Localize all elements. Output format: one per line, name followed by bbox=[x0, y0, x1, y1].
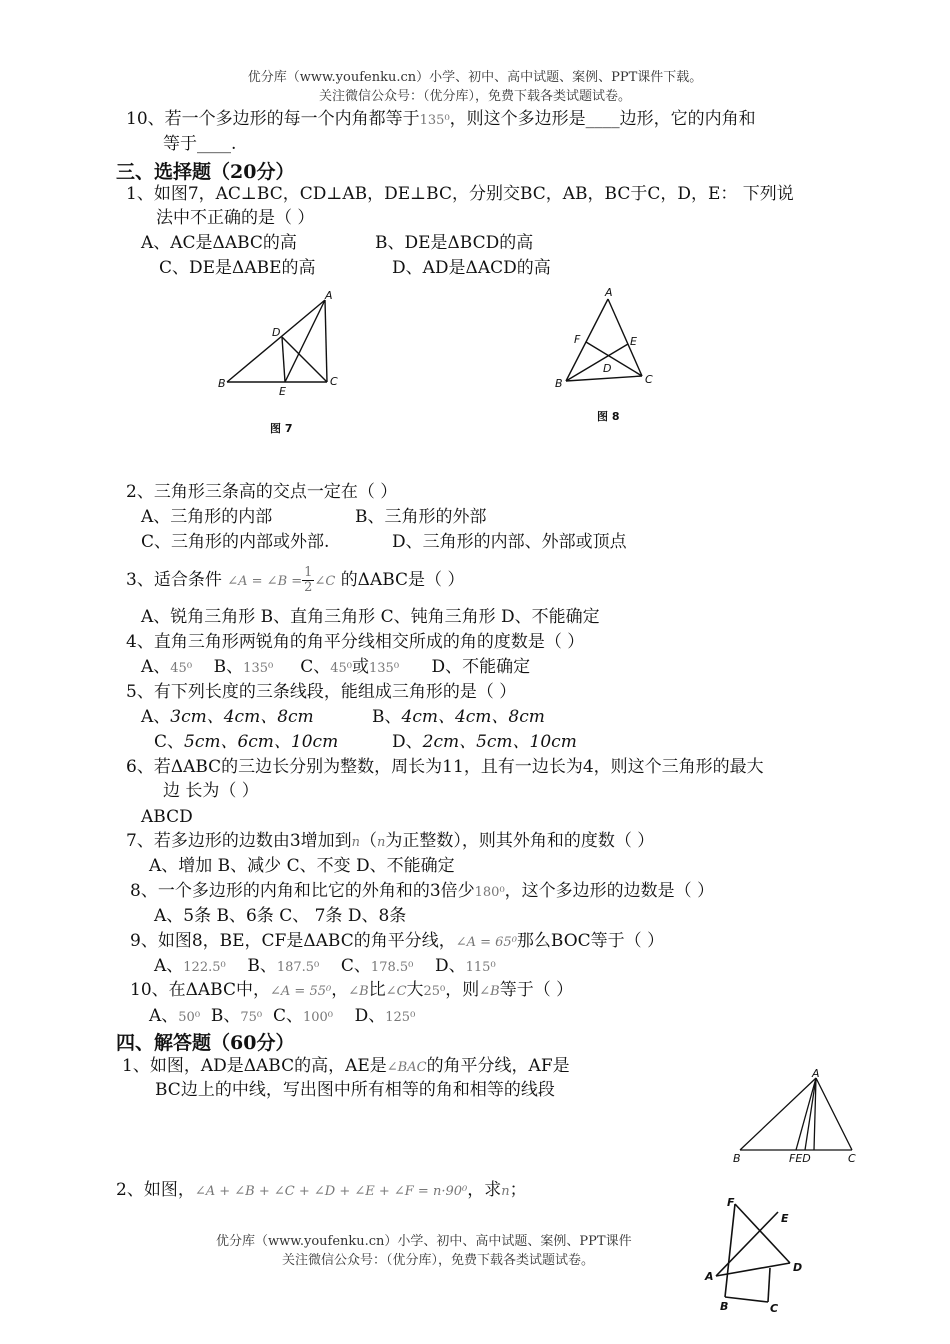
s3-q2-optB: B、三角形的外部 bbox=[355, 507, 487, 527]
s4-q2-line1 bbox=[116, 1179, 527, 1203]
fig8-label-a: A bbox=[605, 286, 613, 299]
s3-q5-optC-label: C、 bbox=[154, 732, 185, 752]
s3-q5-optB-label: B、 bbox=[372, 707, 402, 727]
s3-q3-options: A、锐角三角形 B、直角三角形 C、钝角三角形 D、不能确定 bbox=[141, 607, 600, 627]
s3-q7-text: 7、若多边形的边数由3增加到 bbox=[126, 831, 352, 851]
s3-q4-optB-label: B、 bbox=[213, 657, 244, 677]
s3-q10-optA-label: A、 bbox=[149, 1006, 179, 1026]
fill-q10-text-2: ，则这个多边形是____边形，它的内角和 bbox=[449, 109, 756, 129]
s3-q7-options: A、增加 B、减少 C、不变 D、不能确定 bbox=[149, 856, 455, 876]
fig-s4q1-label-fed: FED bbox=[789, 1152, 811, 1165]
s3-q10-optC-val: 100⁰ bbox=[302, 1010, 333, 1025]
s4-q2-text: 2、如图， bbox=[116, 1180, 195, 1200]
s4-q2-n: n bbox=[501, 1184, 510, 1199]
s3-q8-post: ，这个多边形的边数是（ ） bbox=[504, 881, 715, 901]
fig8-label-b: B bbox=[555, 377, 563, 390]
fig7-label-c: C bbox=[330, 375, 338, 388]
fig8-label-d: D bbox=[603, 362, 612, 375]
s3-q3-frac-num: 1 bbox=[304, 565, 313, 580]
fig-s4q2-fb bbox=[725, 1204, 735, 1297]
figure-7 bbox=[215, 285, 345, 405]
s3-q5-optD-label: D、 bbox=[392, 732, 423, 752]
fig-s4q2-label-b: B bbox=[720, 1300, 729, 1313]
fig7-side-ac bbox=[325, 300, 327, 382]
s3-q5-optA bbox=[141, 706, 314, 728]
s3-q9-text: 9、如图8，BE，CF是ΔABC的角平分线， bbox=[130, 931, 456, 951]
s3-q10-angC: ∠C bbox=[385, 984, 407, 999]
header-line-2: 关注微信公众号：（优分库），免费下载各类试题试卷。 bbox=[318, 89, 631, 104]
s3-q1-line1: 1、如图7，AC⊥BC，CD⊥AB，DE⊥BC，分别交BC，AB，BC于C，D，E： 下列说 bbox=[126, 184, 794, 204]
s3-q10-bi: 比 bbox=[368, 980, 386, 1000]
s4-q1-line2: BC边上的中线，写出图中所有相等的角和相等的线段 bbox=[155, 1080, 555, 1100]
header-line-1: 优分库（www.youfenku.cn）小学、初中、高中试题、案例、PPT课件下载。 bbox=[247, 70, 703, 85]
s3-q10-angle25: 25⁰ bbox=[423, 984, 446, 999]
s3-q10-optA-val: 50⁰ bbox=[178, 1010, 201, 1025]
s3-q3-post: 的ΔABC是（ ） bbox=[340, 570, 465, 590]
s3-q9-post: 那么BOC等于（ ） bbox=[516, 931, 665, 951]
s3-q5-optD bbox=[392, 731, 577, 753]
fig-s4q2-label-a: A bbox=[705, 1270, 714, 1283]
fig-s4q2-label-e: E bbox=[781, 1212, 789, 1225]
s3-q3-fraction bbox=[302, 566, 314, 595]
footer-line-1: 优分库（www.youfenku.cn）小学、初中、高中试题、案例、PPT课件 bbox=[216, 1234, 632, 1249]
fig8-side-bc bbox=[566, 376, 642, 381]
s3-q4-optC-val1: 45⁰ bbox=[330, 661, 353, 676]
s3-q10-optD-label: D、 bbox=[354, 1006, 386, 1026]
section-3-title: 三、选择题（20分） bbox=[116, 161, 295, 183]
s3-q2-optC: C、三角形的内部或外部. bbox=[141, 532, 330, 552]
s3-q1-optA: A、AC是ΔABC的高 bbox=[141, 233, 297, 253]
s3-q10-cond1: ∠A = 55⁰ bbox=[270, 984, 332, 999]
s3-q7-post: 为正整数），则其外角和的度数（ ） bbox=[385, 831, 655, 851]
figure-7-caption: 图 7 bbox=[270, 422, 293, 435]
figure-8-caption: 图 8 bbox=[597, 410, 620, 423]
s3-q8-line1 bbox=[130, 880, 714, 904]
fig-s4q2-label-f: F bbox=[727, 1196, 735, 1209]
s3-q7-line1 bbox=[126, 830, 654, 854]
figure-8 bbox=[550, 285, 660, 395]
s3-q1-optC: C、DE是ΔABE的高 bbox=[159, 258, 316, 278]
s3-q2-optD: D、三角形的内部、外部或顶点 bbox=[392, 532, 627, 552]
s3-q4-optC-label: C、 bbox=[300, 657, 331, 677]
s3-q3-cond1: ∠A = ∠B = bbox=[227, 574, 303, 589]
fill-q10-line2: 等于____. bbox=[163, 134, 237, 154]
s4-q2-mid: ，求 bbox=[467, 1180, 502, 1200]
s3-q4-optA-label: A、 bbox=[141, 657, 171, 677]
s3-q5-optC bbox=[154, 731, 338, 753]
fig7-label-b: B bbox=[218, 377, 226, 390]
s3-q4-optC-or: 或 bbox=[352, 657, 370, 677]
s3-q9-optA-val: 122.5⁰ bbox=[183, 960, 226, 975]
fig-s4q2-bc bbox=[725, 1297, 768, 1302]
s3-q4-line1: 4、直角三角形两锐角的角平分线相交所成的角的度数是（ ） bbox=[126, 632, 585, 652]
s3-q7-n1: n bbox=[351, 835, 361, 850]
s3-q9-optD-val: 115⁰ bbox=[465, 960, 496, 975]
s3-q8-options: A、5条 B、6条 C、 7条 D、8条 bbox=[154, 906, 407, 926]
s3-q9-optD-label: D、 bbox=[434, 956, 466, 976]
fig-s4q1-label-a: A bbox=[812, 1068, 820, 1080]
fig-s4q1-label-c: C bbox=[848, 1152, 856, 1165]
section-4-title: 四、解答题（60分） bbox=[116, 1032, 295, 1054]
fig7-side-ab bbox=[227, 300, 325, 382]
s3-q10-da: 大 bbox=[406, 980, 424, 1000]
s3-q4-optA-val: 45⁰ bbox=[170, 661, 193, 676]
fig-s4q2-label-c: C bbox=[770, 1302, 779, 1315]
s3-q10-optD-val: 125⁰ bbox=[385, 1010, 416, 1025]
fig7-label-d: D bbox=[272, 326, 281, 339]
s3-q9-optA-label: A、 bbox=[154, 956, 184, 976]
s3-q10-options bbox=[149, 1005, 415, 1029]
s3-q9-options bbox=[154, 955, 496, 979]
s3-q9-optC-label: C、 bbox=[340, 956, 371, 976]
fill-q10-angle: 135⁰ bbox=[419, 113, 450, 128]
s3-q9-optB-val: 187.5⁰ bbox=[276, 960, 320, 975]
s3-q5-optA-val: 3cm、4cm、8cm bbox=[170, 707, 314, 727]
s3-q5-optA-label: A、 bbox=[141, 707, 171, 727]
s3-q3-frac-den: 2 bbox=[304, 580, 313, 595]
s3-q3-cond2: ∠C bbox=[314, 574, 336, 589]
fig7-label-e: E bbox=[279, 385, 286, 398]
s3-q8-text: 8、一个多边形的内角和比它的外角和的3倍少 bbox=[130, 881, 475, 901]
fig-s4q1-ac bbox=[816, 1078, 852, 1150]
s3-q10-optB-label: B、 bbox=[210, 1006, 241, 1026]
fig8-label-c: C bbox=[645, 373, 653, 386]
s3-q10-post: 等于（ ） bbox=[499, 980, 574, 1000]
s3-q3-text: 3、适合条件 bbox=[126, 570, 222, 590]
fig-s4q2-c-up bbox=[768, 1268, 770, 1302]
figure-s4-q2 bbox=[700, 1190, 820, 1320]
fill-q10-line1 bbox=[126, 108, 756, 132]
fig8-label-e: E bbox=[630, 335, 637, 348]
s3-q9-cond: ∠A = 65⁰ bbox=[455, 935, 517, 950]
fig7-ae bbox=[285, 300, 325, 382]
s3-q10-line1 bbox=[130, 979, 573, 1003]
footer-line-2: 关注微信公众号：（优分库），免费下载各类试题试卷。 bbox=[282, 1253, 595, 1268]
s3-q10-comma: ， bbox=[331, 980, 349, 1000]
fig8-label-f: F bbox=[574, 333, 581, 346]
s4-q2-post: ； bbox=[509, 1180, 527, 1200]
s3-q3-line1 bbox=[126, 566, 464, 595]
s3-q1-line2: 法中不正确的是（ ） bbox=[156, 208, 315, 228]
s3-q1-optB: B、DE是ΔBCD的高 bbox=[375, 233, 534, 253]
s3-q10-text: 10、在ΔABC中， bbox=[130, 980, 271, 1000]
s3-q5-optC-val: 5cm、6cm、10cm bbox=[184, 732, 339, 752]
s4-q1-text: 1、如图，AD是ΔABC的高，AE是 bbox=[122, 1056, 387, 1076]
s3-q6-line2: 边 长为（ ） bbox=[163, 781, 259, 801]
s4-q1-line1 bbox=[122, 1055, 570, 1079]
s3-q10-optC-label: C、 bbox=[272, 1006, 303, 1026]
fig7-de bbox=[282, 337, 285, 382]
s4-q1-angle: ∠BAC bbox=[386, 1060, 427, 1075]
s3-q2-optA: A、三角形的内部 bbox=[141, 507, 273, 527]
s3-q5-line1: 5、有下列长度的三条线段，能组成三角形的是（ ） bbox=[126, 682, 517, 702]
s4-q2-expr: ∠A + ∠B + ∠C + ∠D + ∠E + ∠F = n·90⁰ bbox=[194, 1184, 468, 1199]
s3-q2-line1: 2、三角形三条高的交点一定在（ ） bbox=[126, 482, 398, 502]
s3-q5-optB-val: 4cm、4cm、8cm bbox=[401, 707, 545, 727]
s3-q4-optB-val: 135⁰ bbox=[243, 661, 274, 676]
s3-q9-optC-val: 178.5⁰ bbox=[370, 960, 414, 975]
s3-q7-paren: （ bbox=[360, 831, 378, 851]
fig7-label-a: A bbox=[325, 289, 333, 302]
s3-q7-n2: n bbox=[377, 835, 386, 850]
fig-s4q1-ab bbox=[740, 1078, 816, 1150]
s3-q4-options bbox=[141, 656, 530, 680]
s4-q1-post: 的角平分线，AF是 bbox=[426, 1056, 570, 1076]
s3-q5-optB bbox=[372, 706, 545, 728]
s3-q5-optD-val: 2cm、5cm、10cm bbox=[422, 732, 577, 752]
s3-q4-optC-val2: 135⁰ bbox=[369, 661, 400, 676]
s3-q10-optB-val: 75⁰ bbox=[240, 1010, 263, 1025]
s3-q9-optB-label: B、 bbox=[247, 956, 277, 976]
s3-q1-optD: D、AD是ΔACD的高 bbox=[392, 258, 551, 278]
s3-q10-ze: ，则 bbox=[445, 980, 480, 1000]
s3-q9-line1 bbox=[130, 930, 664, 954]
fig-s4q1-label-b: B bbox=[733, 1152, 741, 1165]
s3-q4-optD: D、不能确定 bbox=[431, 657, 531, 677]
s3-q6-line1: 6、若ΔABC的三边长分别为整数，周长为11，且有一边长为4，则这个三角形的最大 bbox=[126, 757, 764, 777]
fig-s4q2-label-d: D bbox=[793, 1261, 803, 1274]
s3-q8-angle: 180⁰ bbox=[474, 885, 505, 900]
figure-s4-q1 bbox=[728, 1068, 858, 1168]
fill-q10-text: 10、若一个多边形的每一个内角都等于 bbox=[126, 109, 420, 129]
s3-q6-line3: ABCD bbox=[141, 807, 193, 827]
s3-q10-angB2: ∠B bbox=[479, 984, 500, 999]
s3-q10-angB: ∠B bbox=[348, 984, 369, 999]
